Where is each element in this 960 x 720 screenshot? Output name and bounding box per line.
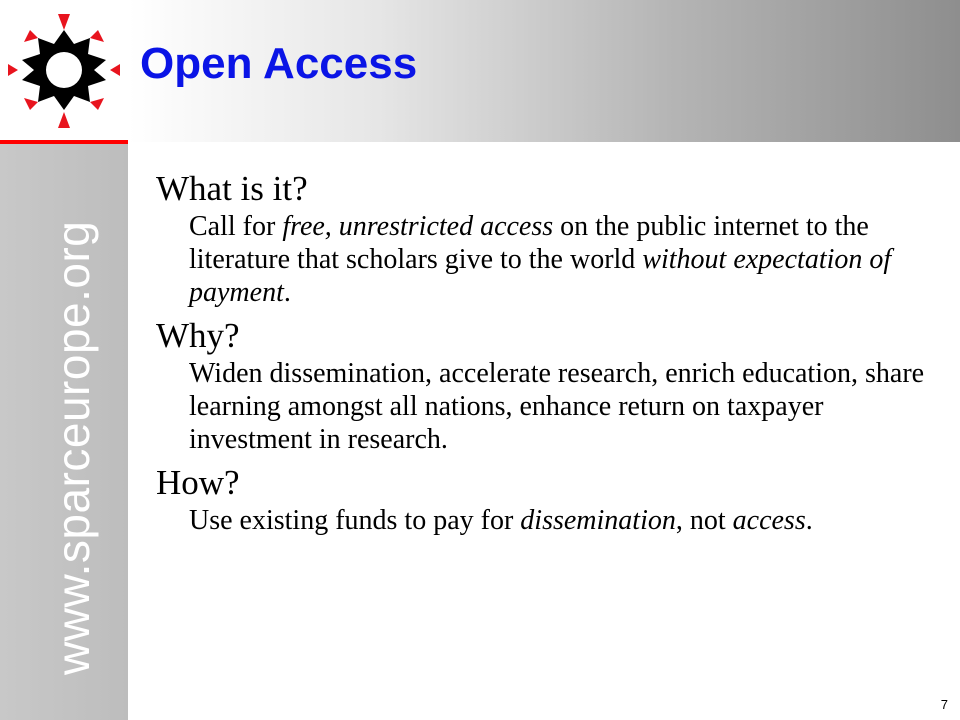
answer-what bbox=[189, 210, 934, 309]
answer-why: Widen dissemination, accelerate research, enrich education, share learning amongst all nations, enhance return on taxpayer investment in research. bbox=[189, 358, 925, 455]
question-what: What is it? bbox=[156, 169, 308, 208]
answer-emphasis: without expectation of payment bbox=[189, 244, 892, 308]
question-how: How? bbox=[156, 463, 240, 502]
answer-text: . bbox=[805, 505, 813, 536]
slide-content bbox=[156, 170, 936, 545]
answer-text: , not bbox=[675, 505, 733, 536]
answer-text: on the public internet to the literature that scholars give to the world bbox=[189, 211, 869, 275]
answer-text: Use existing funds to pay for bbox=[189, 505, 521, 536]
answer-emphasis: access bbox=[732, 505, 806, 536]
question-why: Why? bbox=[156, 316, 240, 355]
answer-how bbox=[189, 504, 934, 537]
sparc-europe-star-logo-icon bbox=[0, 0, 128, 140]
answer-emphasis: dissemination bbox=[520, 505, 676, 536]
logo bbox=[0, 0, 128, 140]
page-number: 7 bbox=[940, 697, 948, 712]
answer-text: . bbox=[283, 277, 291, 308]
answer-text: Call for bbox=[189, 211, 283, 242]
answer-emphasis: free, unrestricted access bbox=[282, 211, 554, 242]
slide-title: Open Access bbox=[140, 39, 418, 88]
sidebar-url: www.sparceurope.org bbox=[47, 220, 99, 675]
accent-line bbox=[0, 140, 128, 144]
